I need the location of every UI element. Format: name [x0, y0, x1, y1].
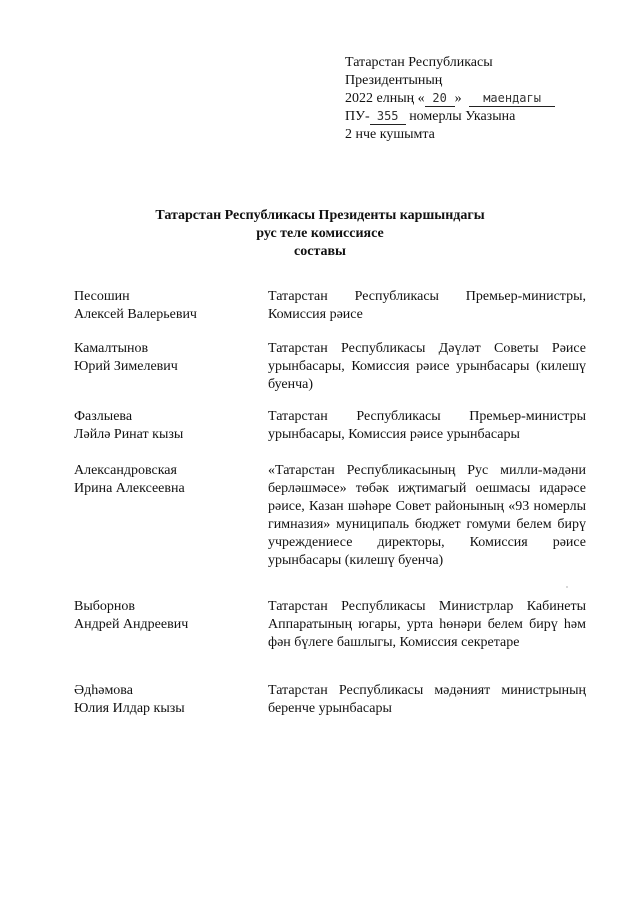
decree-prefix: ПУ-	[345, 109, 370, 124]
member-name	[74, 462, 254, 498]
date-year-prefix: 2022 елның «	[345, 91, 425, 106]
member-surname: Выборнов	[74, 599, 135, 614]
header-line-date	[345, 90, 625, 108]
title-line-1: Татарстан Республикасы Президенты каршындагы	[155, 208, 485, 223]
member-role: Татарстан Республикасы Министрлар Кабинеты Аппаратының югары, урта һөнәри белем бирү һәм фән бүлеге башлыгы, Комиссия секретаре	[268, 599, 586, 650]
margin-mark	[566, 586, 568, 588]
member-name	[74, 288, 254, 324]
member-surname: Әдһәмова	[74, 683, 133, 698]
member-given-name: Алексей Валерьевич	[74, 307, 197, 322]
member-given-name: Ләйлә Ринат кызы	[74, 427, 184, 442]
member-name	[74, 408, 254, 444]
member-given-name: Юлия Илдар кызы	[74, 701, 185, 716]
member-role: Татарстан Республикасы Премьер-министры, Комиссия рәисе	[268, 289, 586, 322]
handwritten-month: маендагы	[469, 91, 555, 107]
member-name	[74, 682, 254, 718]
member-given-name: Андрей Андреевич	[74, 617, 189, 632]
header-line-appendix: 2 нче кушымта	[345, 127, 435, 142]
title-line-2: рус теле комиссиясе	[256, 226, 384, 241]
header-line-republic: Татарстан Республикасы	[345, 55, 493, 70]
member-given-name: Ирина Алексеевна	[74, 481, 185, 496]
header-line-decree	[345, 108, 625, 126]
member-given-name: Юрий Зимелевич	[74, 359, 178, 374]
member-surname: Александровская	[74, 463, 177, 478]
member-surname: Фазлыева	[74, 409, 133, 424]
member-role: Татарстан Республикасы мәдәният министрының беренче урынбасары	[268, 683, 586, 716]
decree-reference-header	[345, 54, 625, 144]
member-role: Татарстан Республикасы Премьер-министры урынбасары, Комиссия рәисе урынбасары	[268, 409, 586, 442]
member-role: Татарстан Республикасы Дәүләт Советы Рәисе урынбасары, Комиссия рәисе урынбасары (килешү буенча)	[268, 341, 586, 392]
header-line-president: Президентының	[345, 73, 443, 88]
title-line-3: составы	[294, 244, 346, 259]
date-quote-close: »	[454, 91, 462, 106]
handwritten-day: 20	[425, 91, 455, 107]
decree-suffix: номерлы Указына	[409, 109, 516, 124]
member-role: «Татарстан Республикасының Рус милли-мәдәни берләшмәсе» төбәк иҗтимагый оешмасы идарәсе рәисе, Казан шәһәре Совет районының «93 номерлы гимназия» муниципаль бюджет гомуми белем бирү учреждениесе директоры, Комиссия рәисе урынбасары (килешү буенча)	[268, 463, 586, 568]
member-surname: Камалтынов	[74, 341, 149, 356]
handwritten-decree-number: 355	[370, 109, 406, 125]
member-name	[74, 340, 254, 376]
member-name	[74, 598, 254, 634]
document-title	[100, 207, 540, 261]
member-surname: Песошин	[74, 289, 130, 304]
